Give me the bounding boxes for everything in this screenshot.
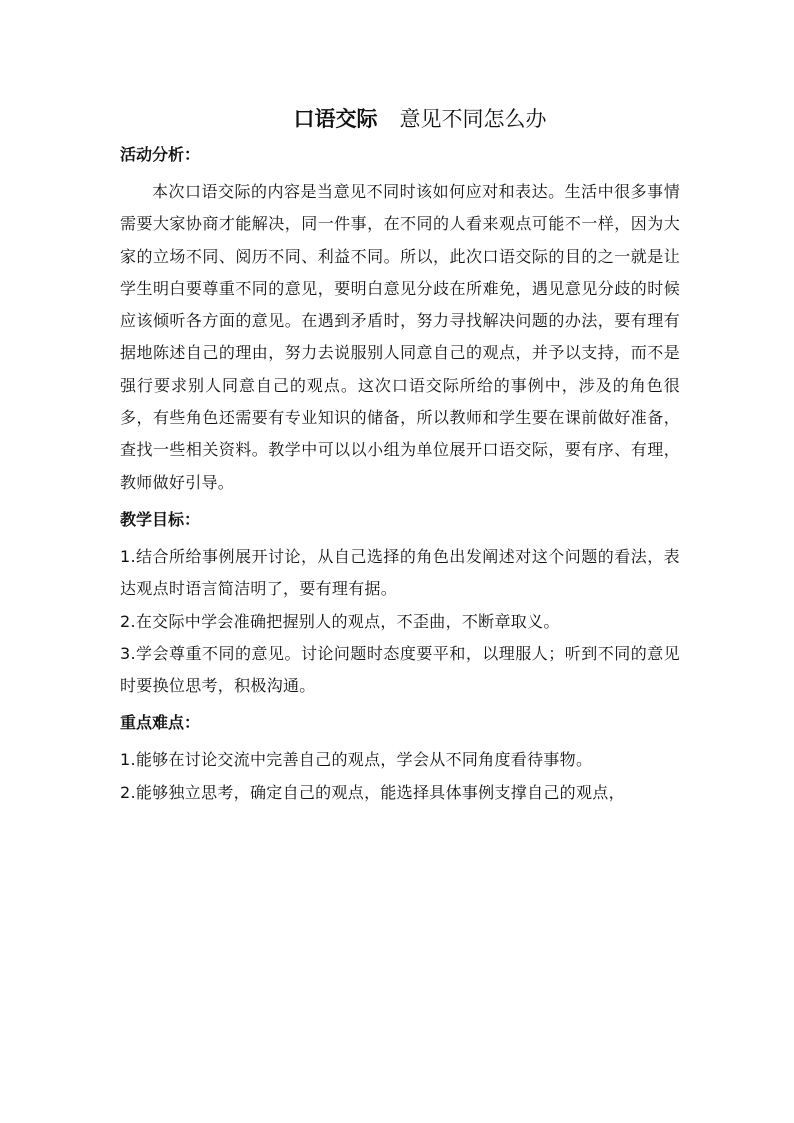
section-analysis: [120, 140, 680, 499]
keypoint-item-2: 2.能够独立思考，确定自己的观点，能选择具体事例支撑自己的观点，: [120, 782, 625, 802]
goal-item-2: 2.在交际中学会准确把握别人的观点，不歪曲，不断章取义。: [120, 611, 560, 631]
document-page: [120, 98, 680, 809]
goal-item-1: 1.结合所给事例展开讨论，从自己选择的角色出发阐述对这个问题的看法，表达观点时语言简洁明了，要有理有据。: [120, 546, 680, 599]
section-heading-goals: 教学目标：: [120, 509, 201, 529]
document-title: [120, 98, 680, 140]
keypoint-item-1: 1.能够在讨论交流中完善自己的观点，学会从不同角度看待事物。: [120, 750, 593, 770]
goal-item-3: 3.学会尊重不同的意见。讨论问题时态度要平和，以理服人；听到不同的意见时要换位思考，积极沟通。: [120, 643, 680, 696]
analysis-paragraph: 本次口语交际的内容是当意见不同时该如何应对和表达。生活中很多事情需要大家协商才能解决，同一件事，在不同的人看来观点可能不一样，因为大家的立场不同、阅历不同、利益不同。所以，此次口语交际的目的之一就是让学生明白要尊重不同的意见，要明白意见分歧在所难免，遇见意见分歧的时候应该倾听各方面的意见。在遇到矛盾时，努力寻找解决问题的办法，要有理有据地陈述自己的理由，努力去说服别人同意自己的观点，并予以支持，而不是强行要求别人同意自己的观点。这次口语交际所给的事例中，涉及的角色很多，有些角色还需要有专业知识的储备，所以教师和学生要在课前做好准备，查找一些相关资料。教学中可以以小组为单位展开口语交际，要有序、有理，教师做好引导。: [120, 182, 680, 492]
title-normal-part: 意见不同怎么办: [399, 107, 547, 131]
section-goals: [120, 505, 680, 702]
section-heading-keypoints: 重点难点：: [120, 713, 201, 733]
section-heading-analysis: 活动分析：: [120, 145, 201, 164]
title-bold-part: 口语交际: [293, 107, 378, 131]
section-keypoints: [120, 708, 680, 809]
